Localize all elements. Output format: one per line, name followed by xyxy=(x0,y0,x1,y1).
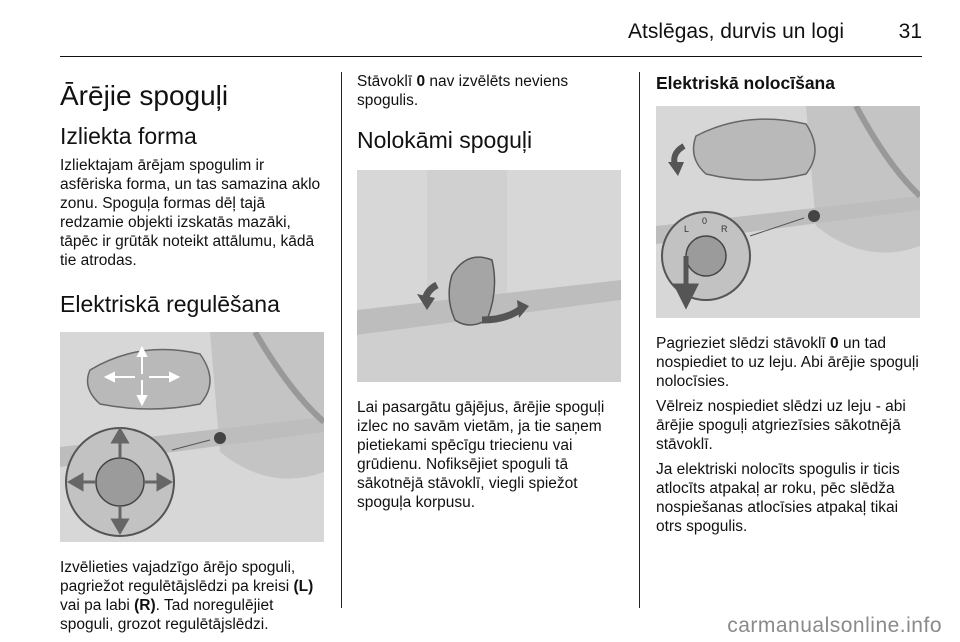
fold-p2: Vēlreiz nospiediet slēdzi uz leju - abi ārējie spoguļi atgriezīsies sākotnējā stāvoklī. xyxy=(656,398,906,453)
fold-p1-part-b: un tad nospiediet to uz leju. Abi ārējie spoguļi nolocīsies. xyxy=(656,335,919,390)
fold-p3: Ja elektriski nolocīts spogulis ir ticis atlocīts atpakaļ ar roku, pēc slēdža nospiešanas atlocīsies atpakaļ tikai otrs spogulis. xyxy=(656,461,900,535)
adjust-text xyxy=(60,558,326,634)
col2-top-text xyxy=(357,72,623,110)
fold-p1-part-a: Pagrieziet slēdzi stāvoklī xyxy=(656,335,831,352)
knob-label-right: R xyxy=(721,224,728,234)
knob-label-zero: 0 xyxy=(702,216,708,226)
folding-mirror-illustration xyxy=(357,170,621,382)
column-2 xyxy=(357,72,623,518)
col2-top-part-b: nav izvēlēts neviens spogulis. xyxy=(357,73,569,109)
column-3 xyxy=(656,72,924,542)
col2-zero-label: 0 xyxy=(416,73,426,90)
page-number: 31 xyxy=(898,20,922,43)
section-title: Ārējie spoguļi xyxy=(60,80,229,111)
mirror-adjust-illustration xyxy=(60,332,324,542)
col2-top-part-a: Stāvoklī xyxy=(357,73,417,90)
fold-p1 xyxy=(656,334,924,391)
adjust-text-part-c: . Tad noregulējiet spoguli, grozot regulētājslēdzi. xyxy=(60,597,274,633)
adjust-text-part-a: Izvēlieties vajadzīgo ārējo spoguli, pagriežot regulētājslēdzi pa kreisi xyxy=(60,559,296,595)
knob-label-left: L xyxy=(684,224,690,234)
folding-heading: Nolokāmi spoguļi xyxy=(357,127,533,153)
page-header xyxy=(60,10,922,57)
column-1 xyxy=(60,72,326,640)
header-title: Atslēgas, durvis un logi xyxy=(628,20,844,43)
column-divider-2 xyxy=(639,72,640,608)
watermark: carmanualsonline.info xyxy=(727,614,942,637)
convex-heading: Izliekta forma xyxy=(60,123,197,149)
adjust-left-label: (L) xyxy=(293,578,314,595)
adjust-text-part-b: vai pa labi xyxy=(60,597,135,614)
electric-adjust-heading: Elektriskā regulēšana xyxy=(60,291,280,317)
fold-zero-label: 0 xyxy=(830,335,839,352)
convex-text: Izliektajam ārējam spogulim ir asfēriska forma, un tas samazina aklo zonu. Spoguļa formas dēļ tajā redzamie objekti izskatās mazāki, tāpēc ir grūtāk noteikt attālumu, kādā tie atrodas. xyxy=(60,157,321,269)
folding-text: Lai pasargātu gājējus, ārējie spoguļi izlec no savām vietām, ja tie saņem pietiekami spēcīgu triecienu vai grūdienu. Nofiksējiet spoguli tā sākotnējā stāvoklī, viegli spiežot spoguļa korpusu. xyxy=(357,399,605,511)
adjust-right-label: (R) xyxy=(134,597,156,614)
electric-fold-heading: Elektriskā nolocīšana xyxy=(656,73,835,93)
electric-fold-illustration xyxy=(656,106,920,318)
column-divider xyxy=(341,72,342,608)
